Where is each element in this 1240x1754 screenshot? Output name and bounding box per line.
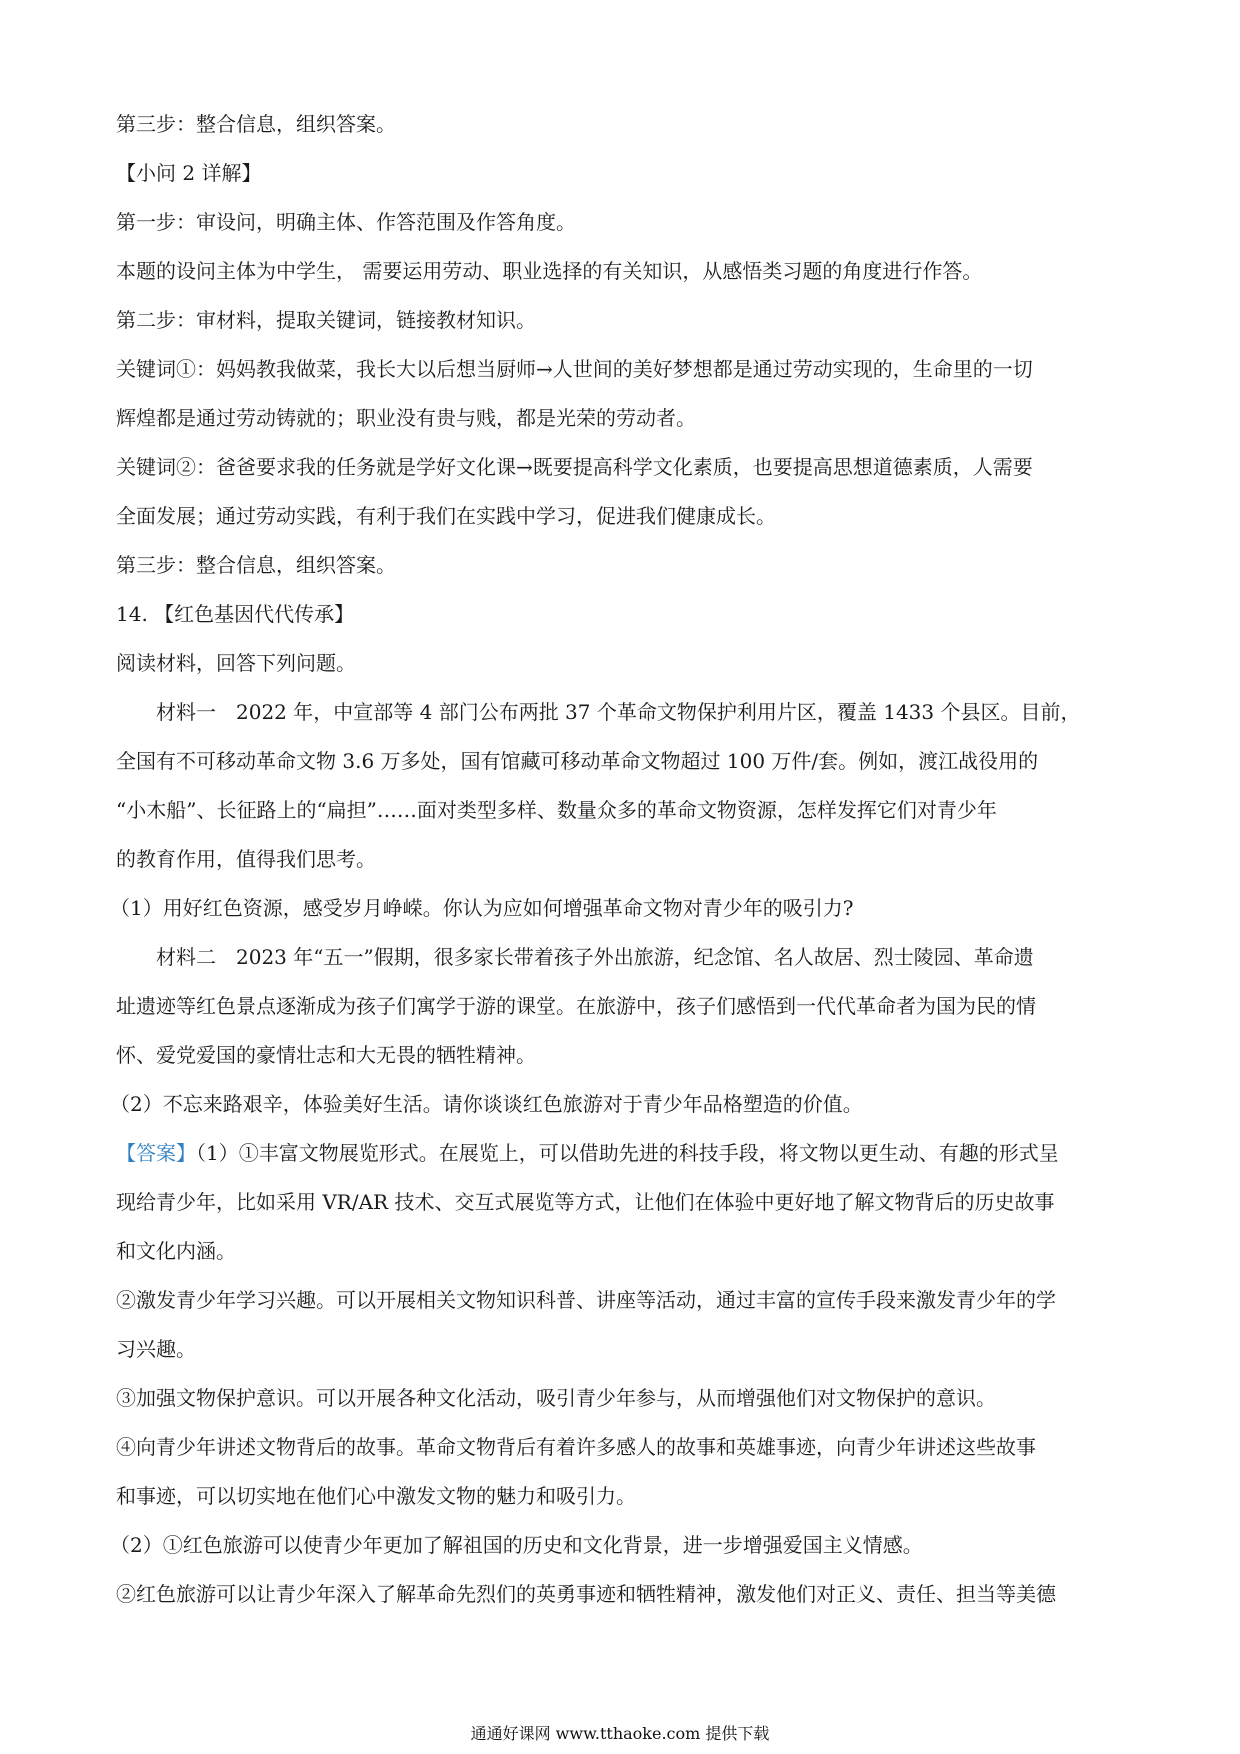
answer-line: ④向青少年讲述文物背后的故事。革命文物背后有着许多感人的故事和英雄事迹，向青少年讲述这些故事 — [116, 1435, 1036, 1459]
keyword-2-line: 关键词②：爸爸要求我的任务就是学好文化课→既要提高科学文化素质，也要提高思想道德素质，人需要 — [116, 455, 1033, 479]
answer-line: ②激发青少年学习兴趣。可以开展相关文物知识科普、讲座等活动，通过丰富的宣传手段来激发青少年的学 — [116, 1288, 1056, 1312]
material-one-line-3: “小木船”、长征路上的“扁担”……面对类型多样、数量众多的革命文物资源，怎样发挥它们对青少年 — [116, 798, 997, 822]
answer-line: ③加强文物保护意识。可以开展各种文化活动，吸引青少年参与，从而增强他们对文物保护的意识。 — [116, 1386, 996, 1410]
answer-line: 和事迹，可以切实地在他们心中激发文物的魅力和吸引力。 — [116, 1484, 636, 1508]
material-two-line-1: 材料二 2023 年“五一”假期，很多家长带着孩子外出旅游，纪念馆、名人故居、烈士陵园、革命遗 — [156, 945, 1034, 969]
answer-line: （2）①红色旅游可以使青少年更加了解祖国的历史和文化背景，进一步增强爱国主义情感。 — [110, 1533, 923, 1557]
page-footer: 通通好课网 www.tthaoke.com 提供下载 — [470, 1724, 770, 1743]
reading-instruction: 阅读材料，回答下列问题。 — [116, 651, 356, 675]
page-content — [110, 100, 1132, 1619]
question-2-text: （2）不忘来路艰辛，体验美好生活。请你谈谈红色旅游对于青少年品格塑造的价值。 — [110, 1092, 863, 1116]
answer-first-text: （1）①丰富文物展览形式。在展览上，可以借助先进的科技手段，将文物以更生动、有趣的形式呈 — [196, 1141, 1059, 1165]
sub-question-2-heading: 【小问 2 详解】 — [116, 161, 262, 185]
step-two-line: 第二步：审材料，提取关键词，链接教材知识。 — [116, 308, 536, 332]
answer-line: ②红色旅游可以让青少年深入了解革命先烈们的英勇事迹和牺牲精神，激发他们对正义、责任、担当等美德 — [116, 1582, 1056, 1606]
question-subject-line: 本题的设问主体为中学生， 需要运用劳动、职业选择的有关知识，从感悟类习题的角度进行作答。 — [116, 259, 983, 283]
answer-line: 和文化内涵。 — [116, 1239, 236, 1263]
material-two-line-2: 址遗迹等红色景点逐渐成为孩子们寓学于游的课堂。在旅游中，孩子们感悟到一代代革命者为国为民的情 — [116, 994, 1036, 1018]
question-1-text: （1）用好红色资源，感受岁月峥嵘。你认为应如何增强革命文物对青少年的吸引力? — [110, 896, 854, 920]
answer-line: 习兴趣。 — [116, 1337, 196, 1361]
answer-line: 现给青少年，比如采用 VR/AR 技术、交互式展览等方式，让他们在体验中更好地了解文物背后的历史故事 — [116, 1190, 1055, 1214]
material-one-line-2: 全国有不可移动革命文物 3.6 万多处，国有馆藏可移动革命文物超过 100 万件/套。例如，渡江战役用的 — [116, 749, 1039, 773]
material-two-line-3: 怀、爱党爱国的豪情壮志和大无畏的牺牲精神。 — [116, 1043, 536, 1067]
keyword-1-line: 关键词①：妈妈教我做菜，我长大以后想当厨师→人世间的美好梦想都是通过劳动实现的，生命里的一切 — [116, 357, 1033, 381]
step-one-line: 第一步：审设问，明确主体、作答范围及作答角度。 — [116, 210, 576, 234]
keyword-1-continuation: 辉煌都是通过劳动铸就的；职业没有贵与贱，都是光荣的劳动者。 — [116, 406, 696, 430]
material-one-line-1: 材料一 2022 年，中宣部等 4 部门公布两批 37 个革命文物保护利用片区，覆盖 1433 个县区。目前， — [156, 700, 1081, 724]
step-three-line-2: 第三步：整合信息，组织答案。 — [116, 553, 396, 577]
question-14-title: 14. 【红色基因代代传承】 — [116, 602, 355, 626]
answer-tag: 【答案】 — [116, 1141, 196, 1165]
answer-first-line — [116, 1129, 1132, 1178]
step-three-line: 第三步：整合信息，组织答案。 — [116, 112, 396, 136]
material-one-line-4: 的教育作用，值得我们思考。 — [116, 847, 376, 871]
keyword-2-continuation: 全面发展；通过劳动实践，有利于我们在实践中学习，促进我们健康成长。 — [116, 504, 776, 528]
